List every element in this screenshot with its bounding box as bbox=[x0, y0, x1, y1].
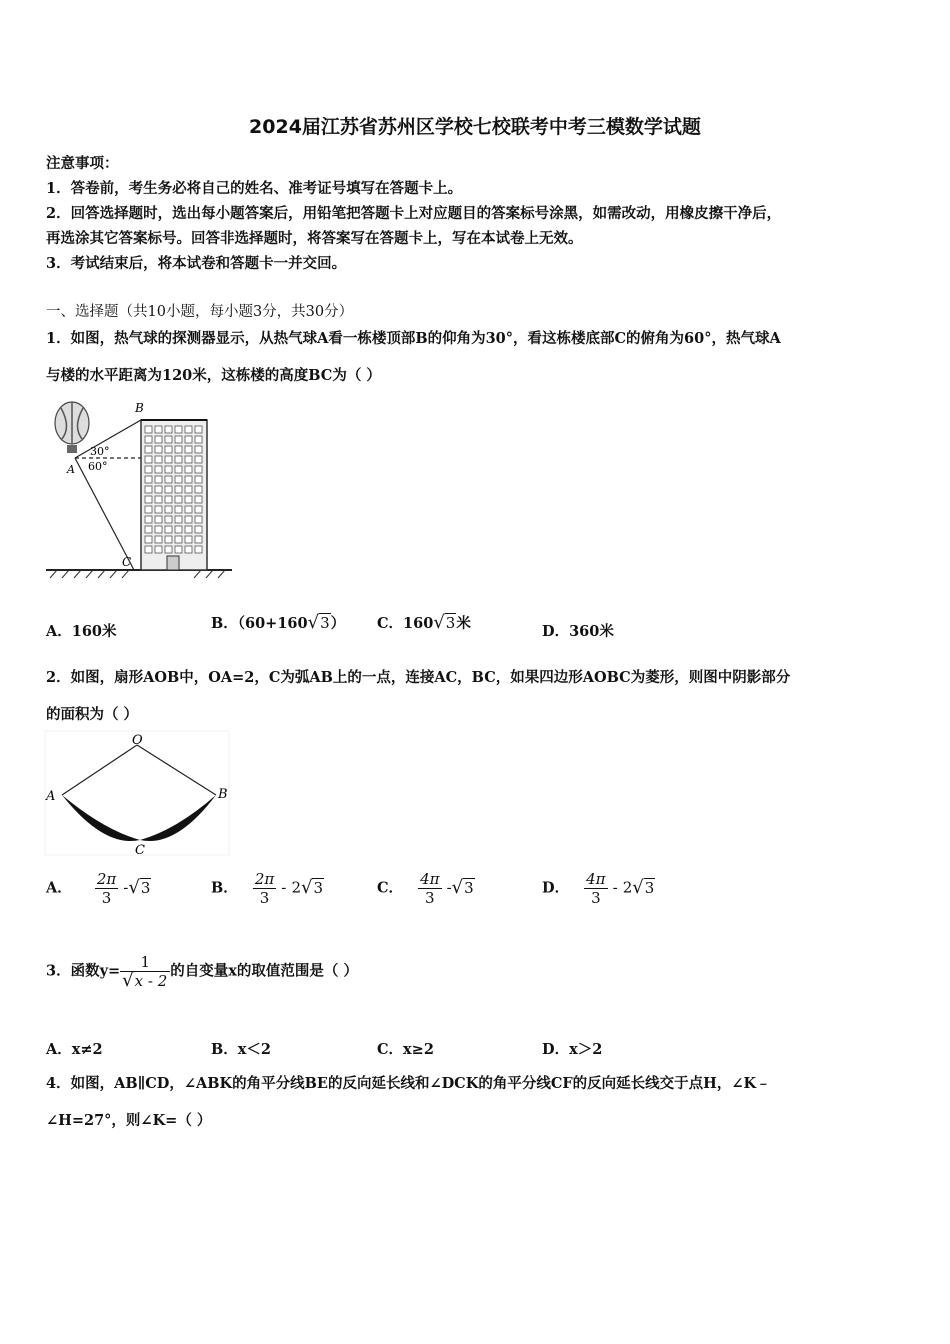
building-window bbox=[195, 466, 202, 473]
option-letter: D． bbox=[542, 879, 570, 897]
fraction bbox=[253, 870, 276, 907]
building-window bbox=[145, 476, 152, 483]
numerator: 4π bbox=[586, 870, 606, 888]
building-window bbox=[145, 466, 152, 473]
building-window bbox=[175, 486, 182, 493]
building-window bbox=[155, 516, 162, 523]
building-window bbox=[145, 506, 152, 513]
building-window bbox=[195, 476, 202, 483]
building-window bbox=[155, 476, 162, 483]
building-window bbox=[175, 426, 182, 433]
building-window bbox=[145, 486, 152, 493]
notes-item: 3．考试结束后，将本试卷和答题卡一并交回。 bbox=[46, 255, 347, 272]
figure-angle-30: 30° bbox=[90, 445, 110, 458]
figure-label-a: A bbox=[67, 463, 75, 476]
question-3-option-c[interactable]: C．x≥2 bbox=[377, 1041, 434, 1058]
operator: - bbox=[612, 878, 618, 897]
question-2-option-b[interactable] bbox=[211, 870, 324, 907]
operator: - bbox=[281, 878, 287, 897]
question-3-option-d[interactable]: D．x＞2 bbox=[542, 1041, 603, 1058]
building-window bbox=[195, 426, 202, 433]
question-1-option-c[interactable] bbox=[377, 612, 471, 633]
building-window bbox=[195, 436, 202, 443]
building-window bbox=[165, 486, 172, 493]
building-window bbox=[165, 446, 172, 453]
building-window bbox=[185, 466, 192, 473]
question-3-option-a[interactable]: A．x≠2 bbox=[46, 1041, 103, 1058]
building-window bbox=[155, 456, 162, 463]
building-window bbox=[155, 446, 162, 453]
question-2-option-a[interactable] bbox=[46, 870, 151, 907]
coefficient: 2 bbox=[291, 878, 301, 897]
building-window bbox=[195, 516, 202, 523]
building-window bbox=[155, 486, 162, 493]
page-title: 2024届江苏省苏州区学校七校联考中考三模数学试题 bbox=[249, 116, 701, 138]
building-window bbox=[155, 506, 162, 513]
question-3-text bbox=[46, 953, 358, 990]
building-window bbox=[195, 506, 202, 513]
building-window bbox=[165, 456, 172, 463]
building-window bbox=[175, 536, 182, 543]
option-text: C．160 bbox=[377, 615, 434, 632]
building-window bbox=[145, 546, 152, 553]
question-2-option-d[interactable] bbox=[542, 870, 655, 907]
radicand: 3 bbox=[313, 878, 324, 897]
question-1-option-a[interactable]: A．160米 bbox=[46, 623, 117, 640]
section-heading: 一、选择题（共10小题，每小题3分，共30分） bbox=[46, 304, 354, 320]
building-window bbox=[165, 506, 172, 513]
sqrt-expression: √3 bbox=[433, 612, 456, 633]
sqrt-expression: √3 bbox=[632, 876, 655, 898]
building-window bbox=[155, 466, 162, 473]
option-text: ） bbox=[330, 615, 346, 632]
sqrt-expression: √3 bbox=[300, 876, 324, 898]
building-window bbox=[145, 436, 152, 443]
building-window bbox=[185, 536, 192, 543]
building-window bbox=[195, 526, 202, 533]
sqrt-expression: √x - 2 bbox=[122, 970, 168, 991]
building-window bbox=[195, 486, 202, 493]
building-window bbox=[155, 536, 162, 543]
figure-label-o: O bbox=[132, 733, 143, 748]
building-window bbox=[175, 516, 182, 523]
question-2-text: 的面积为（ ） bbox=[46, 706, 139, 723]
question-2-figure bbox=[44, 730, 234, 858]
fraction bbox=[418, 870, 441, 907]
operator: - bbox=[446, 878, 452, 897]
denominator: 3 bbox=[101, 889, 112, 907]
building-window bbox=[145, 516, 152, 523]
building-window bbox=[175, 476, 182, 483]
radicand: 3 bbox=[644, 878, 655, 897]
building-window bbox=[145, 426, 152, 433]
building-window bbox=[175, 456, 182, 463]
question-2-option-c[interactable] bbox=[377, 870, 475, 907]
figure-label-c: C bbox=[135, 843, 145, 858]
sqrt-expression: √3 bbox=[451, 876, 474, 898]
building-window bbox=[195, 456, 202, 463]
building-window bbox=[155, 496, 162, 503]
radicand: 3 bbox=[140, 878, 151, 897]
numerator: 2π bbox=[254, 870, 275, 888]
option-text: B．（60+160 bbox=[211, 615, 308, 632]
building-window bbox=[165, 476, 172, 483]
building-window bbox=[165, 426, 172, 433]
notes-item: 1．答卷前，考生务必将自己的姓名、准考证号填写在答题卡上。 bbox=[46, 180, 463, 197]
building-window bbox=[185, 456, 192, 463]
notes-item: 再选涂其它答案标号。回答非选择题时，将答案写在答题卡上，写在本试卷上无效。 bbox=[46, 230, 583, 247]
building-window bbox=[165, 546, 172, 553]
building-window bbox=[185, 446, 192, 453]
figure-label-b: B bbox=[218, 787, 228, 802]
numerator: 2π bbox=[96, 870, 117, 888]
building-window bbox=[145, 536, 152, 543]
building-window bbox=[195, 446, 202, 453]
sqrt-expression: √3 bbox=[128, 876, 151, 898]
building-window bbox=[185, 426, 192, 433]
question-1-figure bbox=[44, 398, 234, 583]
building-window bbox=[165, 496, 172, 503]
fraction bbox=[95, 870, 118, 907]
building-window bbox=[175, 546, 182, 553]
building-window bbox=[155, 426, 162, 433]
radicand: 3 bbox=[445, 614, 456, 632]
building-window bbox=[145, 446, 152, 453]
building-window bbox=[155, 526, 162, 533]
building-window bbox=[145, 526, 152, 533]
building-window bbox=[185, 436, 192, 443]
denominator: 3 bbox=[425, 889, 435, 907]
building-window bbox=[175, 436, 182, 443]
question-3-suffix: 的自变量x的取值范围是（ ） bbox=[170, 962, 358, 980]
fraction bbox=[584, 870, 607, 907]
question-3-prefix: 3．函数y= bbox=[46, 962, 121, 980]
figure-label-a: A bbox=[46, 789, 56, 804]
figure-label-b: B bbox=[135, 401, 144, 415]
question-1-text: 与楼的水平距离为120米，这栋楼的高度BC为（ ） bbox=[46, 367, 381, 384]
building-window bbox=[175, 466, 182, 473]
building-window bbox=[165, 526, 172, 533]
radicand: 3 bbox=[320, 614, 330, 632]
denominator: 3 bbox=[259, 889, 270, 907]
figure-angle-60: 60° bbox=[88, 460, 108, 473]
option-letter: B． bbox=[211, 879, 238, 897]
building-window bbox=[185, 496, 192, 503]
operator: - bbox=[123, 878, 129, 897]
building-window bbox=[165, 436, 172, 443]
building-window bbox=[165, 536, 172, 543]
radicand: x - 2 bbox=[134, 972, 168, 990]
question-1-text: 1．如图，热气球的探测器显示，从热气球A看一栋楼顶部B的仰角为30°，看这栋楼底部C的俯角为60°，热气球A bbox=[46, 330, 781, 347]
notes-item: 2．回答选择题时，选出每小题答案后，用铅笔把答题卡上对应题目的答案标号涂黑，如需改动，用橡皮擦干净后， bbox=[46, 205, 782, 222]
question-3-option-b[interactable]: B．x＜2 bbox=[211, 1041, 271, 1058]
question-4-text: 4．如图，AB∥CD，∠ABK的角平分线BE的反向延长线和∠DCK的角平分线CF的反向延长线交于点H，∠K﹣ bbox=[46, 1075, 771, 1092]
building-window bbox=[185, 486, 192, 493]
building-window bbox=[185, 526, 192, 533]
building-window bbox=[195, 546, 202, 553]
building-window bbox=[185, 476, 192, 483]
building-window bbox=[195, 496, 202, 503]
question-1-option-d[interactable]: D．360米 bbox=[542, 623, 614, 640]
building-window bbox=[175, 526, 182, 533]
question-4-text: ∠H=27°，则∠K=（ ） bbox=[46, 1112, 212, 1129]
option-letter: A． bbox=[46, 879, 72, 897]
building-window bbox=[165, 516, 172, 523]
building-window bbox=[145, 456, 152, 463]
building-window bbox=[175, 496, 182, 503]
building-window bbox=[155, 546, 162, 553]
option-letter: C． bbox=[377, 879, 404, 897]
building-window bbox=[195, 536, 202, 543]
building-window bbox=[155, 436, 162, 443]
coefficient: 2 bbox=[622, 878, 633, 897]
option-text: 米 bbox=[456, 615, 471, 632]
figure-label-c: C bbox=[122, 555, 132, 569]
question-2-text: 2．如图，扇形AOB中，OA=2，C为弧AB上的一点，连接AC，BC，如果四边形AOBC为菱形，则图中阴影部分 bbox=[46, 669, 791, 686]
denominator bbox=[120, 972, 170, 990]
building-window bbox=[175, 446, 182, 453]
sqrt-expression: √3 bbox=[307, 612, 330, 633]
building-window bbox=[185, 516, 192, 523]
building-window bbox=[175, 506, 182, 513]
question-1-option-b[interactable] bbox=[211, 612, 345, 633]
building-window bbox=[185, 506, 192, 513]
notes-heading: 注意事项： bbox=[46, 155, 119, 172]
building-window bbox=[165, 466, 172, 473]
numerator: 4π bbox=[420, 870, 440, 888]
fraction bbox=[120, 953, 170, 990]
building-window bbox=[145, 496, 152, 503]
building-window bbox=[185, 546, 192, 553]
denominator: 3 bbox=[591, 889, 601, 907]
radicand: 3 bbox=[464, 878, 474, 897]
numerator: 1 bbox=[120, 953, 170, 972]
